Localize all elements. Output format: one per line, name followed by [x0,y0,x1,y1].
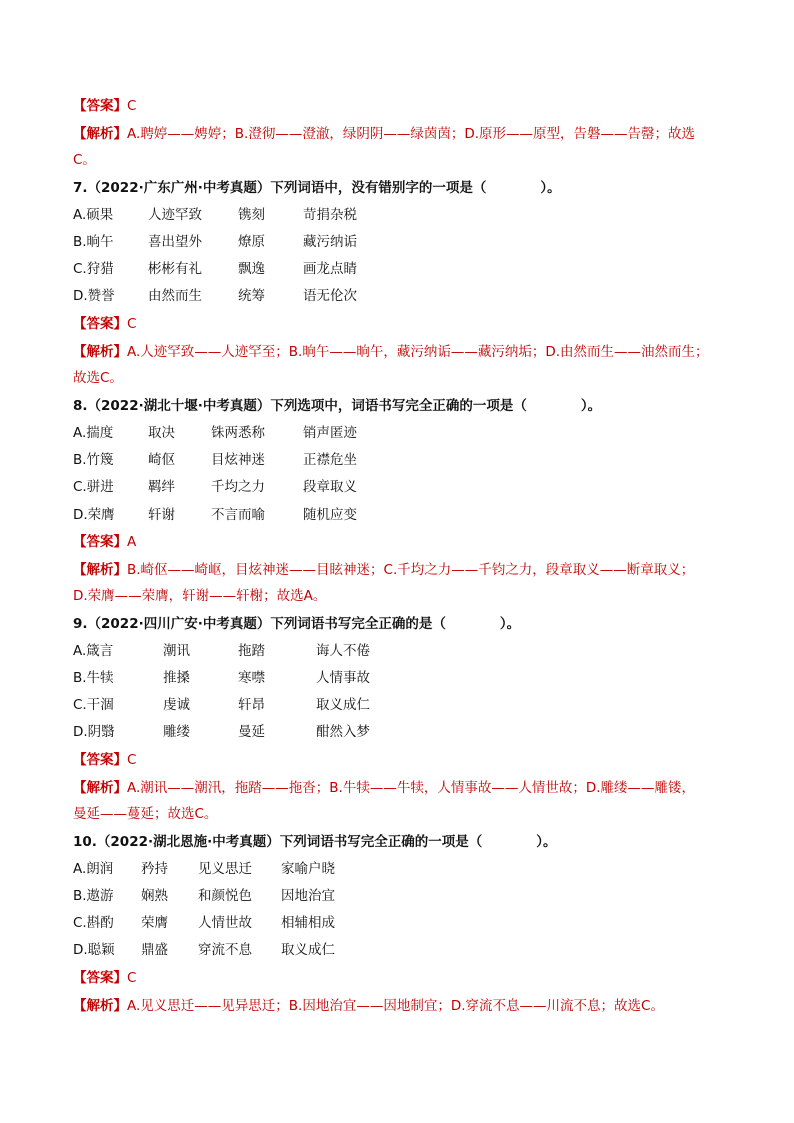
option-word: 酣然入梦 [316,724,370,740]
option-word: 轩昂 [238,697,265,713]
analysis-text: A.聘婷——娉婷；B.澄彻——澄澈，绿阴阴——绿茵茵；D.原形——原型，告磐——告罄；故选 [127,126,696,142]
option-word: 娴熟 [141,888,168,904]
option-word: D.聪颖 [73,942,115,958]
option-word: 段章取义 [303,479,357,495]
answer-label: 【答案】 [73,316,127,332]
analysis-continuation: C。 [73,152,96,168]
option-word: 崎伛 [148,452,175,468]
option-word: B.竹篾 [73,452,114,468]
option-word: B.遨游 [73,888,114,904]
answer-label: 【答案】 [73,534,127,550]
option-word: D.赞誉 [73,288,115,304]
question-title: 9.（2022·四川广安·中考真题）下列词语书写完全正确的是（ ）。 [73,616,521,632]
option-word: 喜出望外 [148,234,202,250]
analysis-text: A.人迹罕致——人迹罕至；B.晌午——晌午，藏污纳诟——藏污纳垢；D.由然而生——油然而生； [127,344,709,360]
answer-label: 【答案】 [73,970,127,986]
answer-value: C [127,316,137,332]
option-word: 藏污纳诟 [303,234,357,250]
option-word: A.揣度 [73,425,114,441]
answer-line [73,750,136,770]
option-word: 曼延 [238,724,265,740]
analysis-continuation: 故选C。 [73,370,123,386]
option-word: 正襟危坐 [303,452,357,468]
option-word: 穿流不息 [198,942,252,958]
question-title: 10.（2022·湖北恩施·中考真题）下列词语书写完全正确的一项是（ ）。 [73,834,557,850]
option-word: 取义成仁 [281,942,335,958]
option-word: 轩谢 [148,507,175,523]
option-word: 铢两悉称 [211,425,265,441]
option-word: 人迹罕致 [148,207,202,223]
option-word: 相辅相成 [281,915,335,931]
option-word: 人情事故 [316,670,370,686]
answer-label: 【答案】 [73,752,127,768]
analysis-continuation: 曼延——蔓延；故选C。 [73,806,218,822]
analysis-text: B.崎伛——崎岖，目炫神迷——目眩神迷；C.千均之力——千钧之力，段章取义——断章取义； [127,562,695,578]
analysis-line [73,996,664,1016]
option-word: C.干涸 [73,697,114,713]
option-word: 目炫神迷 [211,452,265,468]
option-word: 销声匿迹 [303,425,357,441]
option-word: D.荣膺 [73,507,115,523]
option-word: 燎原 [238,234,265,250]
answer-value: C [127,752,137,768]
option-word: A.朗润 [73,861,114,877]
option-word: 拖踏 [238,643,265,659]
option-word: 语无伦次 [303,288,357,304]
option-word: 由然而生 [148,288,202,304]
question-title: 7.（2022·广东广州·中考真题）下列词语中，没有错别字的一项是（ ）。 [73,180,561,196]
option-word: 镌刻 [238,207,265,223]
question-title: 8.（2022·湖北十堰·中考真题）下列选项中，词语书写完全正确的一项是（ ）。 [73,398,602,414]
option-word: B.牛犊 [73,670,114,686]
analysis-text: A.见义思迁——见异思迁；B.因地治宜——因地制宜；D.穿流不息——川流不息；故选C。 [127,998,664,1014]
option-word: 飘逸 [238,261,265,277]
option-word: 家喻户晓 [281,861,335,877]
answer-value: C [127,98,137,114]
analysis-line [73,124,695,144]
option-word: 见义思迁 [198,861,252,877]
option-word: 诲人不倦 [316,643,370,659]
option-word: D.阴翳 [73,724,115,740]
option-word: C.骈进 [73,479,114,495]
analysis-label: 【解析】 [73,998,127,1014]
analysis-label: 【解析】 [73,126,127,142]
option-word: 苛捐杂税 [303,207,357,223]
option-word: A.箴言 [73,643,114,659]
analysis-label: 【解析】 [73,562,127,578]
answer-value: C [127,970,137,986]
option-word: 统筹 [238,288,265,304]
option-word: 矜持 [141,861,168,877]
option-word: 彬彬有礼 [148,261,202,277]
option-word: 人情世故 [198,915,252,931]
option-word: 羁绊 [148,479,175,495]
answer-value: A [127,534,137,550]
answer-line [73,532,136,552]
option-word: 取决 [148,425,175,441]
option-word: C.狩猎 [73,261,114,277]
option-word: 和颜悦色 [198,888,252,904]
option-word: A.硕果 [73,207,114,223]
option-word: C.斟酌 [73,915,114,931]
answer-label: 【答案】 [73,98,127,114]
analysis-continuation: D.荣膺——荣膺，轩谢——轩榭；故选A。 [73,588,327,604]
answer-line [73,314,136,334]
option-word: 鼎盛 [141,942,168,958]
option-word: 随机应变 [303,507,357,523]
option-word: 荣膺 [141,915,168,931]
option-word: 雕缕 [163,724,190,740]
answer-line [73,968,136,988]
analysis-line [73,778,695,798]
option-word: 因地治宜 [281,888,335,904]
option-word: 潮讯 [163,643,190,659]
analysis-label: 【解析】 [73,344,127,360]
analysis-text: A.潮讯——潮汛，拖踏——拖沓；B.牛犊——牛犊，人情事故——人情世故；D.雕缕——雕镂， [127,780,696,796]
option-word: 千均之力 [211,479,265,495]
option-word: 不言而喻 [211,507,265,523]
option-word: B.晌午 [73,234,114,250]
analysis-label: 【解析】 [73,780,127,796]
option-word: 画龙点睛 [303,261,357,277]
analysis-line [73,560,694,580]
answer-line [73,96,136,116]
analysis-line [73,342,709,362]
option-word: 寒噤 [238,670,265,686]
option-word: 取义成仁 [316,697,370,713]
option-word: 虔诚 [163,697,190,713]
option-word: 推搡 [163,670,190,686]
